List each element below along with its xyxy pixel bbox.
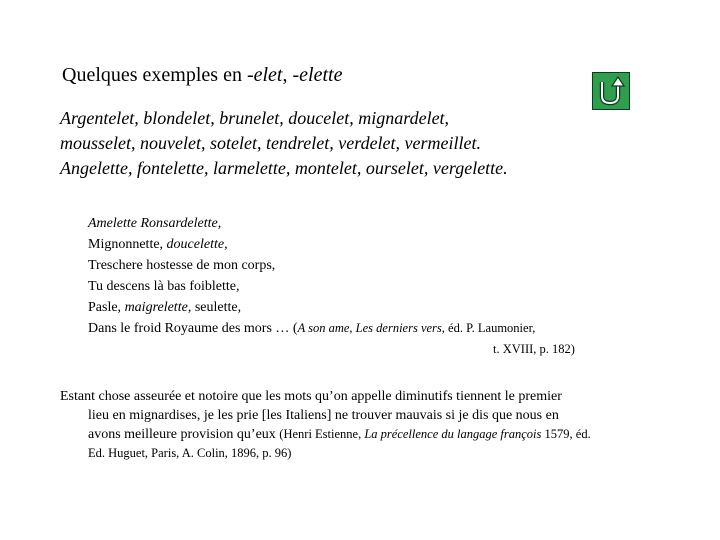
title-suffix-elet: -elet — [246, 64, 283, 86]
poem-line: Treschere hostesse de mon corps, — [88, 258, 276, 273]
poem-line — [88, 297, 535, 318]
quote-line: Ed. Huguet, Paris, A. Colin, 1896, p. 96) — [88, 446, 292, 460]
poem-line-text: Pasle, — [88, 300, 125, 315]
title-suffix-elette: -elette — [292, 64, 343, 86]
quote-citation: (Henri Estienne, — [279, 427, 365, 441]
poem-line: Tu descens là bas foiblette, — [88, 279, 240, 294]
poem-line — [88, 234, 535, 255]
quote-line — [60, 425, 670, 444]
poem-source-edition: , éd. P. Laumonier, — [441, 321, 536, 335]
estienne-quotation — [60, 387, 670, 463]
u-turn-arrow-icon — [593, 73, 629, 109]
back-button[interactable] — [592, 72, 630, 110]
examples-list — [60, 106, 508, 181]
title-separator: , — [282, 64, 293, 86]
poem-line — [88, 213, 535, 234]
poem-line — [88, 318, 535, 339]
poem-line-text: Dans le froid Royaume des mors … ( — [88, 321, 298, 336]
poem-italic-word: maigrelette — [124, 300, 188, 315]
quote-line: lieu en mignardises, je les prie [les Italiens] ne trouver mauvais si je dis que nous en — [88, 408, 559, 423]
quote-citation: 1579, éd. — [541, 427, 591, 441]
poem-line-text: Mignonnette, — [88, 237, 167, 252]
poem-source-title: A son ame, Les derniers vers — [297, 321, 442, 335]
poem-reference: t. XVIII, p. 182) — [493, 342, 575, 356]
quote-line: Estant chose asseurée et notoire que les mots qu’on appelle diminutifs tiennent le premier — [60, 389, 562, 404]
examples-line: Argentelet, blondelet, brunelet, doucelet, mignardelet, — [60, 108, 450, 128]
poem-line-text: Amelette Ronsardelette, — [88, 216, 222, 231]
quote-book-title: La précellence du langage françois — [364, 427, 542, 441]
poem-line-text: , seulette, — [187, 300, 242, 315]
examples-line: mousselet, nouvelet, sotelet, tendrelet, verdelet, vermeillet. — [60, 133, 482, 153]
poem-italic-word: doucelette, — [166, 237, 228, 252]
poem-quotation — [88, 213, 575, 356]
page-title — [62, 64, 342, 87]
title-prefix: Quelques exemples en — [62, 64, 247, 86]
quote-text: avons meilleure provision qu’eux — [88, 427, 280, 442]
examples-line: Angelette, fontelette, larmelette, montelet, ourselet, vergelette. — [60, 158, 508, 178]
